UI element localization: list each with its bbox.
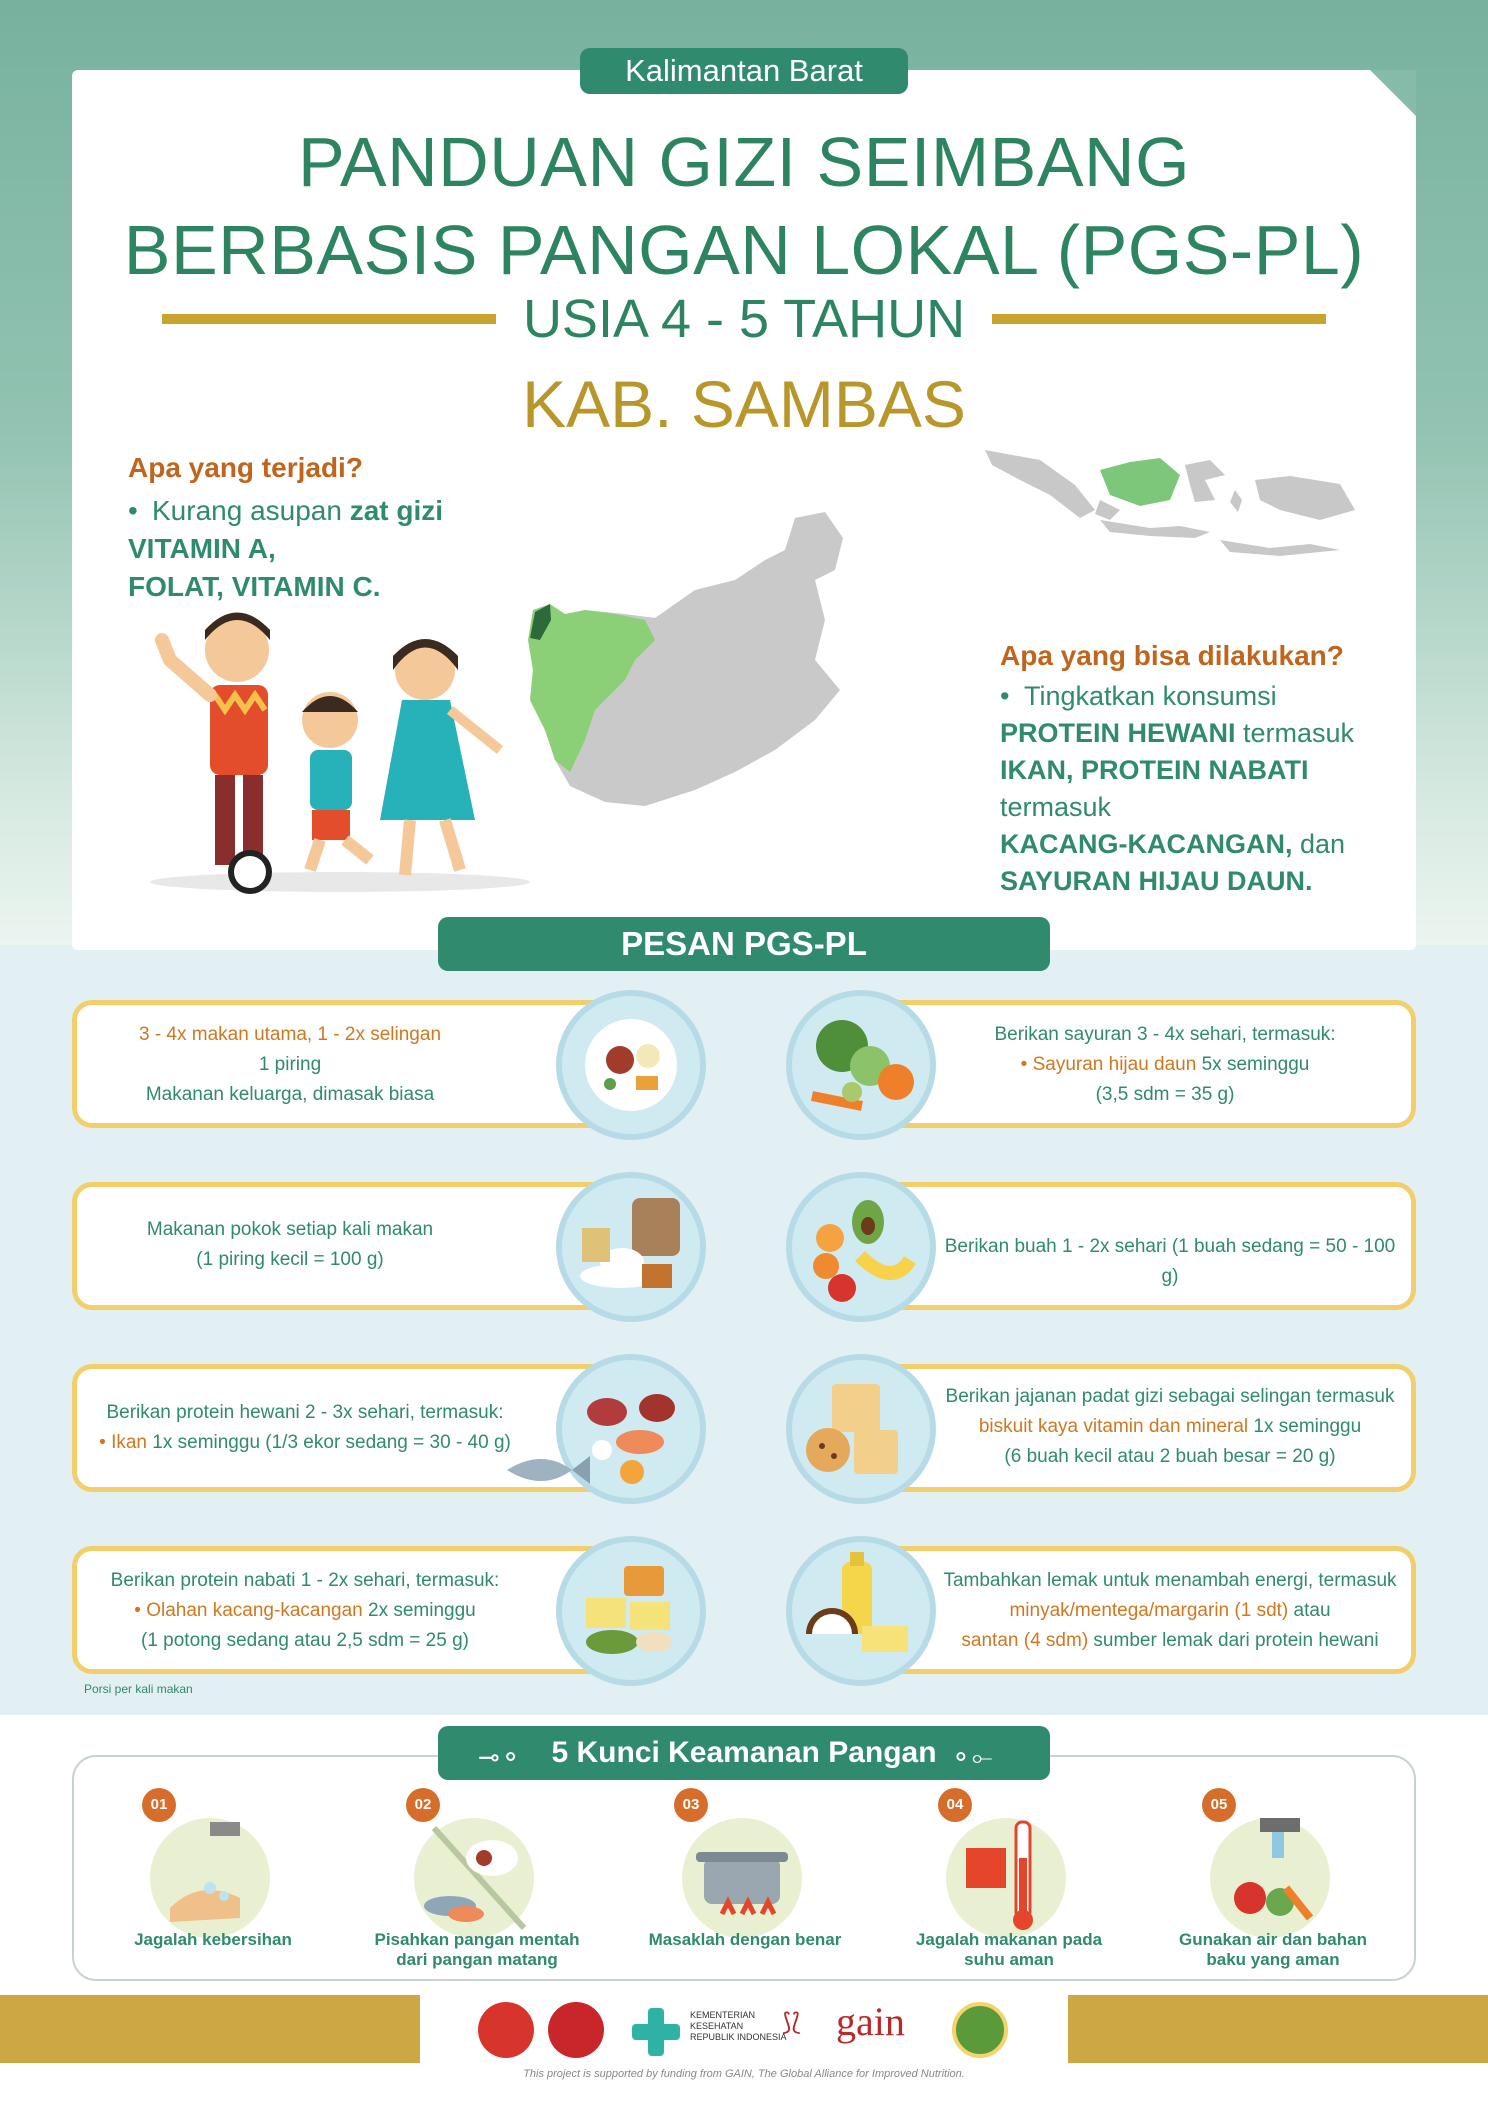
kemenkes-label: KEMENTERIAN KESEHATAN REPUBLIK INDONESIA <box>690 2010 787 2042</box>
step-number: 05 <box>1202 1788 1236 1822</box>
solution-text: • Tingkatkan konsumsi PROTEIN HEWANI termasuk IKAN, PROTEIN NABATI termasuk KACANG-KACANGAN, dan SAYURAN HIJAU DAUN. <box>1000 681 1355 896</box>
message-animal-protein-text: Berikan protein hewani 2 - 3x sehari, termasuk: • Ikan 1x seminggu (1/3 ekor sedang = 30 - 40 g) <box>99 1402 511 1453</box>
clean-water-icon <box>1210 1818 1330 1938</box>
organization-logo-icon <box>548 2002 604 2058</box>
separate-food-icon <box>414 1818 534 1938</box>
portion-footnote: Porsi per kali makan <box>84 1682 193 1696</box>
food-safety-title: 5 Kunci Keamanan Pangan <box>438 1726 1050 1780</box>
step-number: 04 <box>938 1788 972 1822</box>
plant-protein-icon <box>556 1536 706 1686</box>
gain-logo-icon: ⟆⟅ <box>782 2009 801 2036</box>
indonesia-map-icon <box>980 440 1360 590</box>
meal-plate-icon <box>556 990 706 1140</box>
message-snacks-text: Berikan jajanan padat gizi sebagai selingan termasuk biskuit kaya vitamin dan mineral 1x seminggu (6 buah kecil atau 2 buah besar = 20 g) <box>945 1386 1395 1467</box>
pesan-title: PESAN PGS-PL <box>438 917 1050 971</box>
fruits-icon <box>786 1172 936 1322</box>
family-illustration <box>140 600 530 900</box>
fish-icon <box>502 1448 592 1492</box>
key-icon-left: ⊸⚬ <box>478 1742 522 1772</box>
step-label: Pisahkan pangan mentah dari pangan matang <box>374 1930 580 1969</box>
message-fats-text: Tambahkan lemak untuk menambah energi, termasuk minyak/mentega/margarin (1 sdt) atau santan (4 sdm) sumber lemak dari protein hewani <box>943 1570 1397 1651</box>
step-number: 03 <box>674 1788 708 1822</box>
message-fruits-text: Berikan buah 1 - 2x sehari (1 buah sedang = 50 - 100 g) <box>944 1236 1396 1287</box>
problem-heading: Apa yang terjadi? <box>128 452 363 483</box>
step-number: 01 <box>142 1788 176 1822</box>
gain-logo-text: gain <box>836 1999 905 2044</box>
page-title-line1: PANDUAN GIZI SEIMBANG <box>297 123 1191 201</box>
problem-text: • Kurang asupan zat gizi VITAMIN A, FOLAT, VITAMIN C. <box>128 495 444 602</box>
kemenkes-logo-icon <box>630 2006 682 2058</box>
region-badge: Kalimantan Barat <box>580 48 908 94</box>
card-corner-fold <box>1370 70 1416 116</box>
government-logo-icon <box>478 2002 534 2058</box>
solution-heading: Apa yang bisa dilakukan? <box>1000 640 1344 671</box>
biscuits-icon <box>786 1354 936 1504</box>
message-meals-text: 3 - 4x makan utama, 1 - 2x selingan 1 piring Makanan keluarga, dimasak biasa <box>138 1024 442 1105</box>
step-number: 02 <box>406 1788 440 1822</box>
handwash-icon <box>150 1818 270 1938</box>
page-title-line2: BERBASIS PANGAN LOKAL (PGS-PL) <box>123 211 1365 289</box>
regency-title: KAB. SAMBAS <box>522 367 966 441</box>
step-label: Masaklah dengan benar <box>648 1930 842 1949</box>
vegetables-icon <box>786 990 936 1140</box>
regency-logo-icon <box>952 2002 1008 2058</box>
funding-credit: This project is supported by funding from GAIN, The Global Alliance for Improved Nutrition. <box>523 2068 965 2080</box>
step-label: Jagalah makanan pada suhu aman <box>915 1930 1103 1969</box>
cooking-pot-icon <box>682 1818 802 1938</box>
fats-icon <box>786 1536 936 1686</box>
message-vegetables-text: Berikan sayuran 3 - 4x sehari, termasuk: • Sayuran hijau daun 5x seminggu (3,5 sdm = 35 g) <box>994 1024 1336 1105</box>
kalimantan-map-icon <box>525 510 885 820</box>
message-staples-text: Makanan pokok setiap kali makan (1 piring kecil = 100 g) <box>146 1219 434 1270</box>
thermometer-icon <box>946 1818 1066 1938</box>
staple-foods-icon <box>556 1172 706 1322</box>
step-label: Gunakan air dan bahan baku yang aman <box>1179 1930 1367 1969</box>
key-icon-right: ⚬⟜ <box>950 1742 993 1772</box>
step-label: Jagalah kebersihan <box>134 1930 292 1949</box>
message-plant-protein-text: Berikan protein nabati 1 - 2x sehari, termasuk: • Olahan kacang-kacangan 2x seminggu (1 potong sedang atau 2,5 sdm = 25 g) <box>110 1570 500 1651</box>
age-group: USIA 4 - 5 TAHUN <box>522 289 966 349</box>
